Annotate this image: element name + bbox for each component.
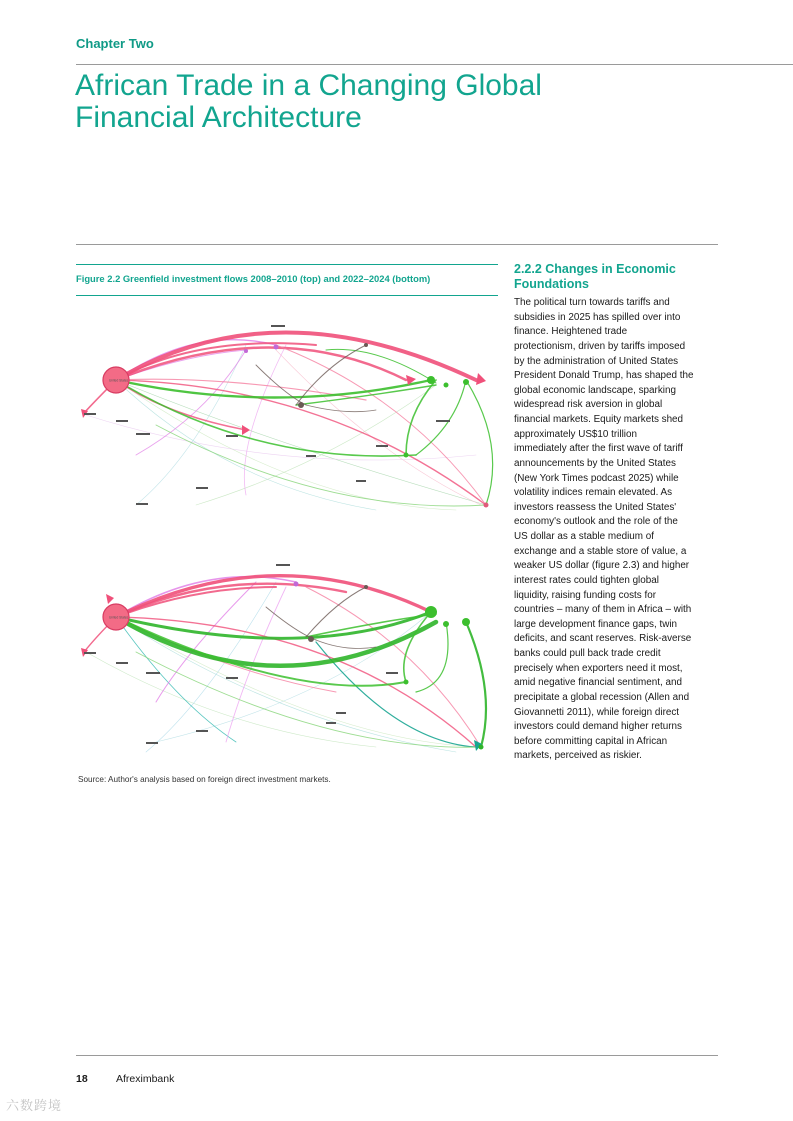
node-label: United States [109, 615, 129, 620]
body-line: global economic landscape, sparking [514, 384, 676, 396]
body-line: large development finance gaps, twin [514, 618, 678, 630]
footer-divider [76, 1055, 718, 1056]
section-body [514, 296, 718, 764]
figure-source-note: Source: Author's analysis based on foreign direct investment markets. [78, 775, 331, 784]
body-line: precipitate a global recession (Allen and [514, 691, 690, 703]
body-line: finance. Heightened trade [514, 326, 628, 338]
body-line: announcements by the United States [514, 457, 676, 469]
page-title [75, 69, 542, 134]
page-number: 18 [76, 1073, 88, 1085]
body-line: protectionism, driven by tariffs imposed [514, 340, 686, 352]
section-divider [76, 244, 718, 245]
body-line: markets, perceived as riskier. [514, 750, 642, 762]
body-line: widespread risk aversion in global [514, 399, 663, 411]
network-figure-bottom [76, 552, 498, 757]
body-line: President Donald Trump, has shaped the [514, 370, 694, 382]
body-line: immediately after the first wave of tariff [514, 443, 683, 455]
page-title-line-1: African Trade in a Changing Global [75, 69, 542, 102]
chapter-label: Chapter Two [76, 36, 154, 51]
body-line: investors could demand higher returns [514, 721, 682, 733]
body-line: (New York Times podcast 2025) while [514, 472, 679, 484]
figure-caption-top-rule [76, 264, 498, 265]
footer-brand: Afreximbank [116, 1073, 175, 1085]
body-line: interest rates could tighten global [514, 574, 659, 586]
body-line: investors reassess the United States' [514, 501, 677, 513]
body-line: deficits, and scant reserves. Risk-averse [514, 633, 692, 645]
body-line: amid negative financial sentiment, and [514, 677, 682, 689]
body-line: approximately US$10 trillion [514, 428, 637, 440]
body-line: economy's outlook and the role of the [514, 516, 678, 528]
header-divider [76, 64, 793, 65]
body-line: before committing capital in African [514, 735, 668, 747]
body-line: Giovannetti 2011), while foreign direct [514, 706, 680, 718]
body-line: The political turn towards tariffs and [514, 297, 670, 308]
page-title-line-2: Financial Architecture [75, 101, 362, 134]
body-line: banks could pull back trade credit [514, 648, 661, 659]
body-line: countries – many of them in Africa – with [514, 604, 692, 616]
body-line: liquidity, raising funding costs for [514, 589, 656, 601]
body-line: by the administration of United States [514, 355, 679, 367]
figure-caption: Figure 2.2 Greenfield investment flows 2008–2010 (top) and 2022–2024 (bottom) [76, 273, 431, 284]
body-line: volatility indices remain elevated. As [514, 487, 673, 499]
watermark: 六数跨境 [6, 1098, 63, 1113]
body-line: weaker US dollar (figure 2.3) and higher [514, 560, 690, 572]
network-figure-top [76, 305, 498, 515]
body-line: financial markets. Equity markets shed [514, 414, 684, 425]
body-line: precisely when exporters need it most, [514, 662, 683, 674]
body-line: US dollar as a stable medium of [514, 531, 654, 542]
section-heading: 2.2.2 Changes in Economic Foundations [514, 262, 676, 291]
body-line: subsidies in 2025 has spilled over into [514, 311, 681, 323]
node-label: United States [109, 378, 129, 383]
body-line: exchange and a stable store of value, a [514, 545, 687, 557]
figure-caption-bottom-rule [76, 295, 498, 296]
